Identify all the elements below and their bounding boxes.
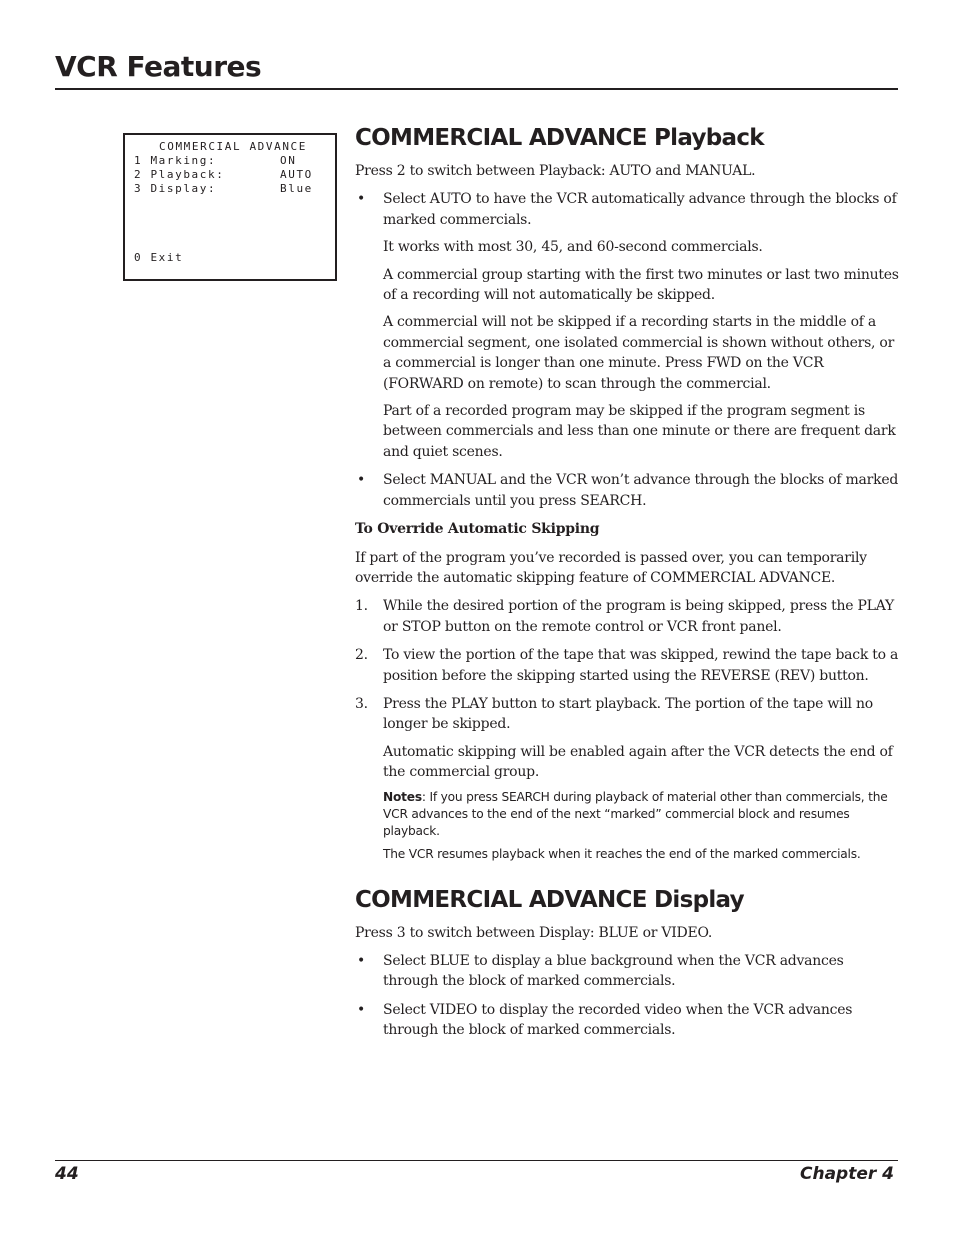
osd-item-label: 3 Display: <box>134 182 217 195</box>
note: The VCR resumes playback when it reaches the end of the marked commercials. <box>383 846 861 861</box>
paragraph: Part of a recorded program may be skipped if the program segment is between commercials and less than one minute or there are frequent dark and quiet scenes. <box>383 403 896 460</box>
paragraph: Press 3 to switch between Display: BLUE or VIDEO. <box>355 924 713 941</box>
title-divider <box>55 88 898 90</box>
numbered-list <box>355 596 900 734</box>
bullet-item: • Select AUTO to have the VCR automatically advance through the blocks of marked commercials. <box>355 189 900 230</box>
bullet-list <box>355 189 900 230</box>
paragraph: A commercial group starting with the first two minutes or last two minutes of a recording will not automatically be skipped. <box>383 266 899 304</box>
chapter-label: Chapter 4 <box>799 1164 894 1184</box>
paragraph: Press 2 to switch between Playback: AUTO and MANUAL. <box>355 163 756 179</box>
subheading-override: To Override Automatic Skipping <box>355 521 600 538</box>
bullet-item: • Select BLUE to display a blue background when the VCR advances through the block of marked commercials. <box>355 951 900 992</box>
step-text: Press the PLAY button to start playback. The portion of the tape will no longer be skipped. <box>383 695 873 733</box>
paragraph: Automatic skipping will be enabled again after the VCR detects the end of the commercial group. <box>383 743 893 781</box>
step-text: While the desired portion of the program is being skipped, press the PLAY or STOP button on the remote control or VCR front panel. <box>383 598 894 635</box>
paragraph: A commercial will not be skipped if a recording starts in the middle of a commercial segment, one isolated commercial is shown without others, or a commercial is longer than one minute. Press FWD on the VCR (FORWARD on remote) to scan through the commercial. <box>383 314 895 392</box>
osd-title: COMMERCIAL ADVANCE <box>159 140 308 153</box>
step-item <box>355 596 900 637</box>
footer-divider <box>55 1160 898 1161</box>
bullet-item: • Select VIDEO to display the recorded video when the VCR advances through the block of marked commercials. <box>355 1000 900 1041</box>
bullet-list <box>355 470 900 511</box>
osd-item-value: ON <box>280 154 297 167</box>
step-number: 1. <box>355 598 368 615</box>
osd-item-value: AUTO <box>280 168 313 181</box>
page-title: VCR Features <box>55 50 262 83</box>
notes-text: : If you press SEARCH during playback of material other than commercials, the VCR advances to the end of the next “marked” commercial block and resumes playback. <box>383 789 888 838</box>
paragraph: It works with most 30, 45, and 60-second commercials. <box>383 239 763 256</box>
step-number: 3. <box>355 695 368 712</box>
osd-item-label: 1 Marking: <box>134 154 217 167</box>
osd-item-value: Blue <box>280 182 313 195</box>
osd-exit: 0 Exit <box>134 251 184 264</box>
step-item <box>355 645 900 686</box>
osd-menu-screen <box>123 133 337 281</box>
notes-label: Notes <box>383 789 422 804</box>
bullet-item: • Select MANUAL and the VCR won’t advance through the blocks of marked commercials until you press SEARCH. <box>355 470 900 511</box>
section-heading-playback: COMMERCIAL ADVANCE Playback <box>355 125 764 151</box>
step-item <box>355 694 900 735</box>
osd-item-label: 2 Playback: <box>134 168 225 181</box>
paragraph: If part of the program you’ve recorded is passed over, you can temporarily override the automatic skipping feature of COMMERCIAL ADVANCE. <box>355 549 867 586</box>
section-heading-display: COMMERCIAL ADVANCE Display <box>355 886 744 913</box>
page-number: 44 <box>55 1164 79 1184</box>
main-content <box>355 123 900 1041</box>
step-number: 2. <box>355 647 368 664</box>
step-text: To view the portion of the tape that was skipped, rewind the tape back to a position before the skipping started using the REVERSE (REV) button. <box>383 647 899 684</box>
bullet-list <box>355 951 900 1041</box>
note <box>355 789 900 840</box>
